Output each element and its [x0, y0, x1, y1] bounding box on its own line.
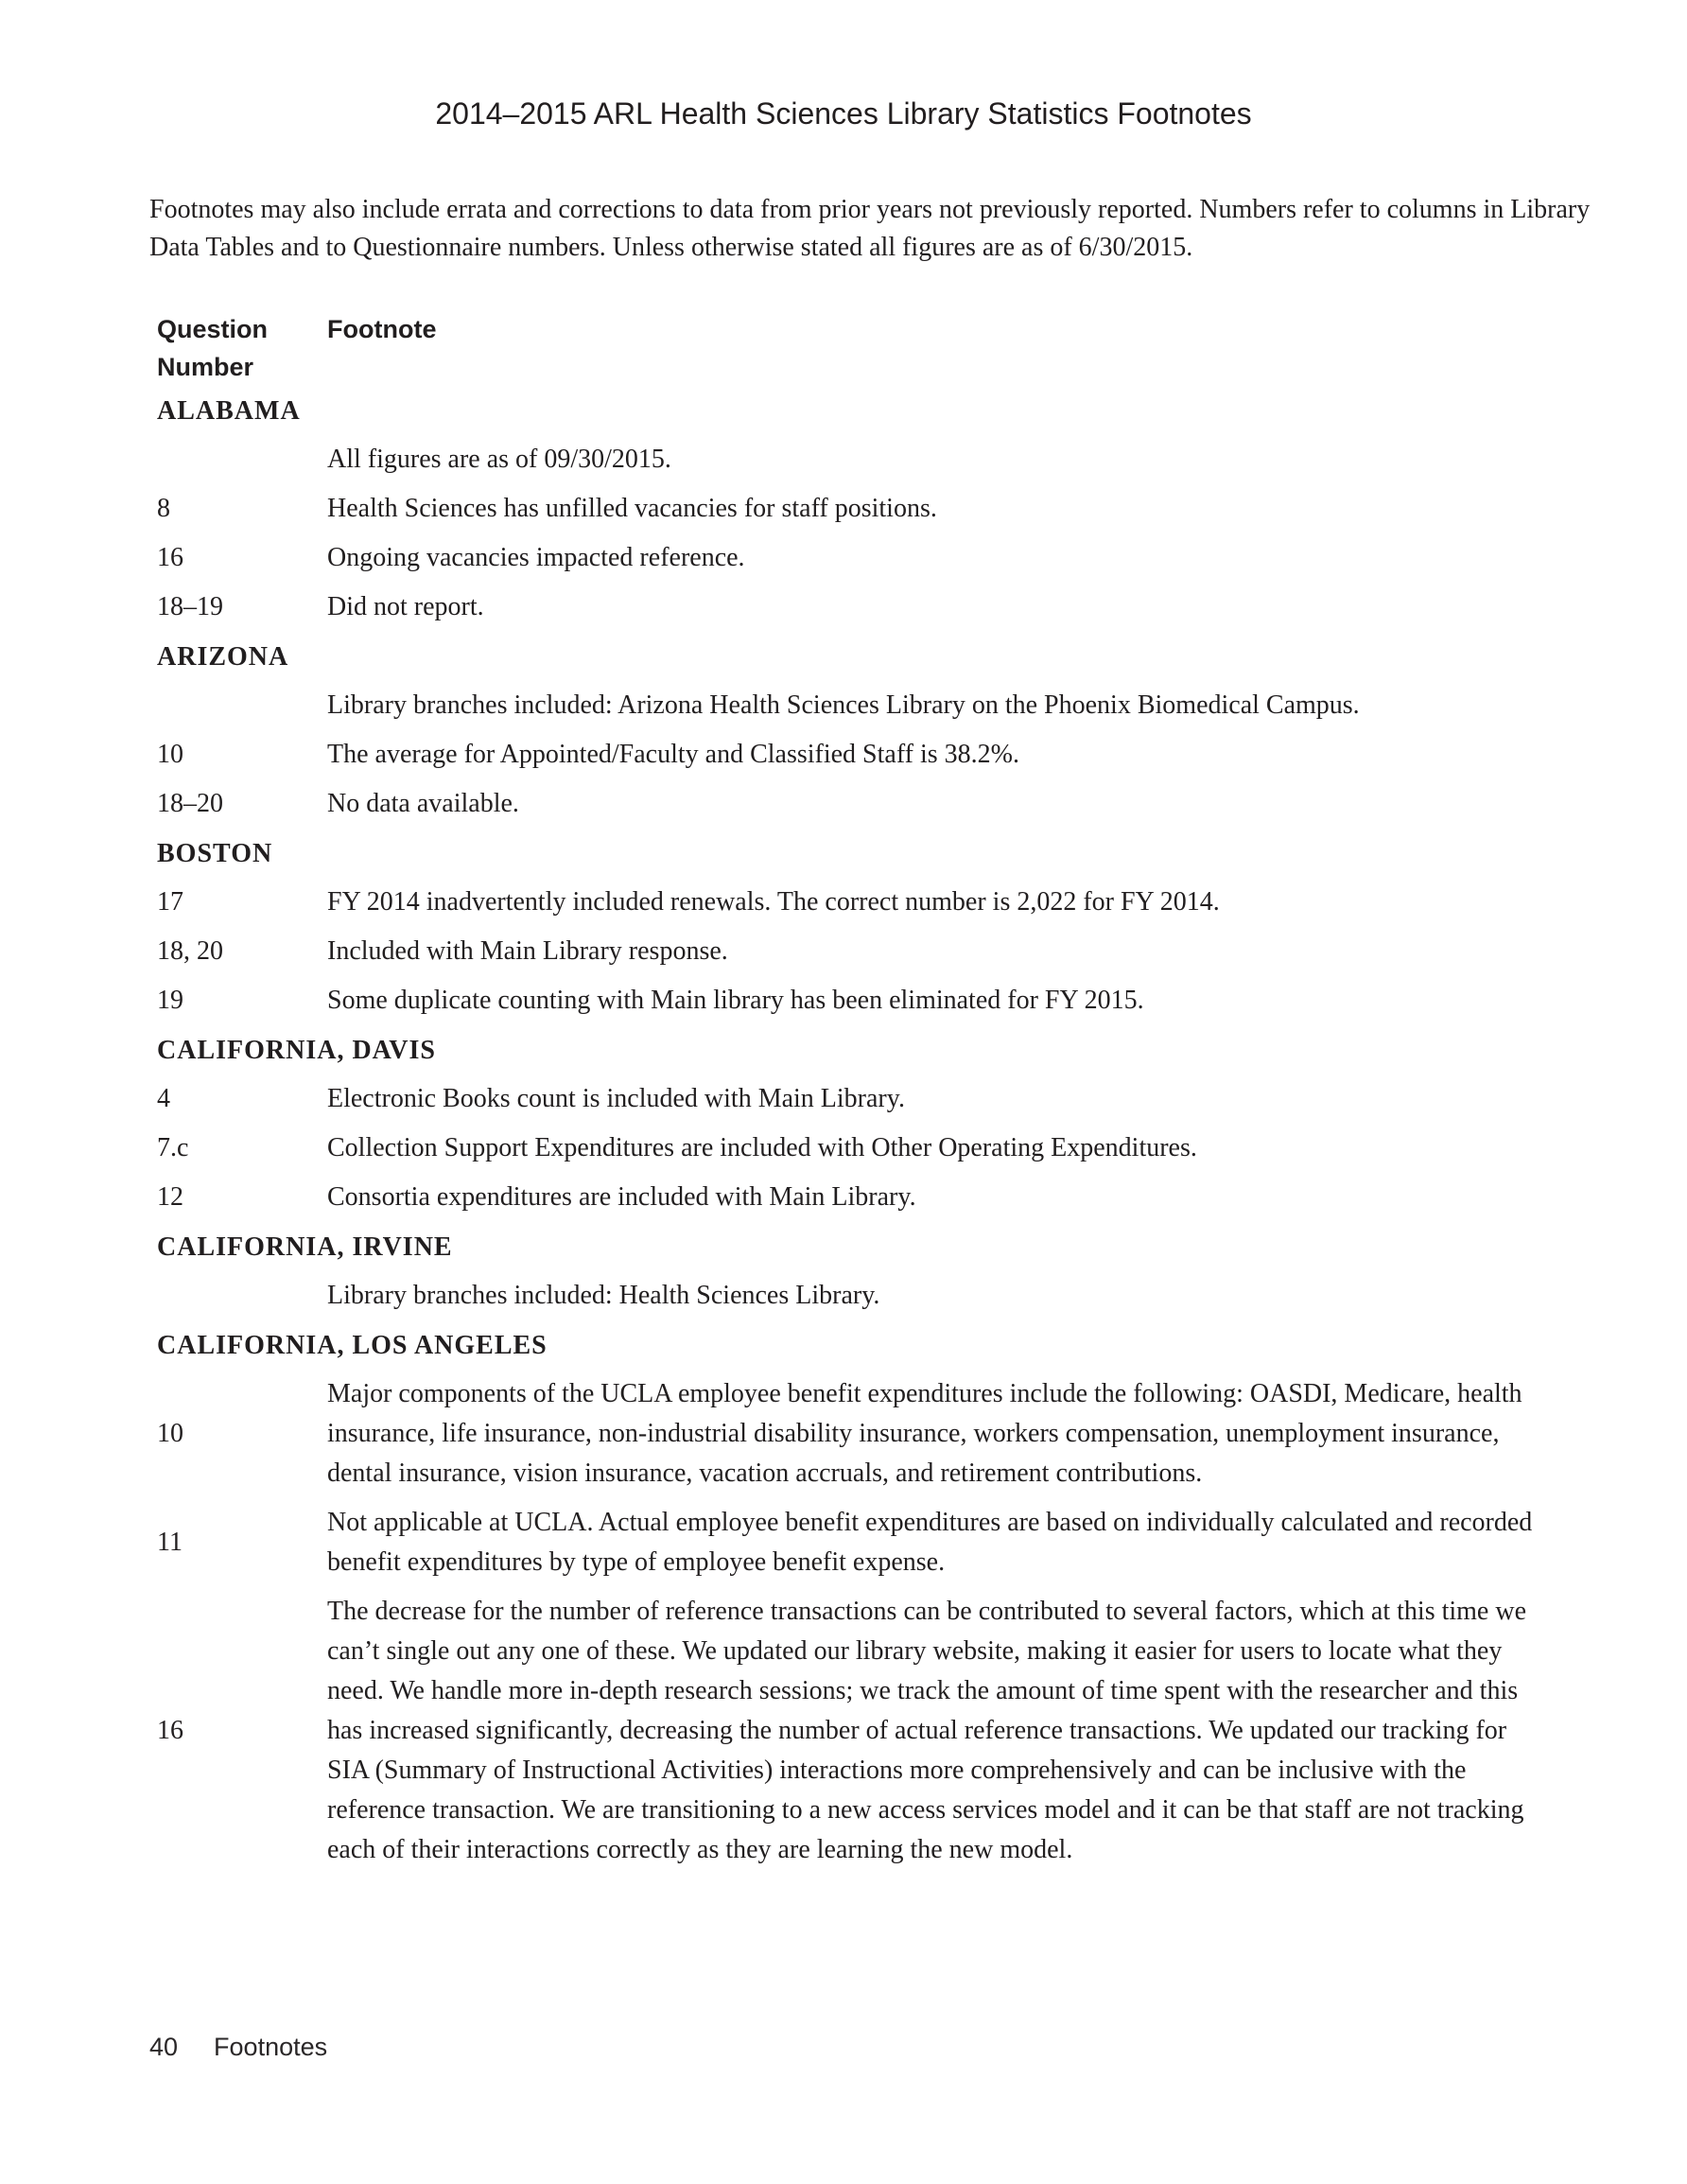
section-header: CALIFORNIA, IRVINE [157, 1232, 453, 1262]
footnote-text-cell: FY 2014 inadvertently included renewals. The correct number is 2,022 for FY 2014. [327, 887, 1220, 917]
footnote-row [157, 878, 1552, 927]
section-header: BOSTON [157, 839, 273, 868]
footnote-text-cell: Consortia expenditures are included with Main Library. [327, 1182, 916, 1212]
footnote-text-cell: Library branches included: Arizona Health Sciences Library on the Phoenix Biomedical Campus. [327, 690, 1360, 720]
question-number-cell: 19 [157, 986, 183, 1015]
footnote-text-cell: Collection Support Expenditures are included with Other Operating Expenditures. [327, 1133, 1197, 1162]
footnote-row [157, 1173, 1552, 1222]
footnote-text-cell: All figures are as of 09/30/2015. [327, 445, 671, 474]
footer-label: Footnotes [214, 2033, 328, 2061]
page-title: 2014–2015 ARL Health Sciences Library Statistics Footnotes [435, 96, 1252, 131]
column-header-question-number [157, 310, 327, 386]
table-body [157, 386, 1552, 1875]
section-header: CALIFORNIA, DAVIS [157, 1036, 436, 1065]
section-header: ALABAMA [157, 396, 301, 426]
question-number-cell: 7.c [157, 1133, 189, 1162]
question-number-cell: 18–20 [157, 789, 223, 818]
question-number-cell: 17 [157, 887, 183, 917]
footnote-row [157, 927, 1552, 976]
column-header-question-line1: Question [157, 315, 269, 343]
footnote-row [157, 730, 1552, 779]
footnote-row [157, 1075, 1552, 1124]
footnote-row [157, 1498, 1552, 1587]
question-number-cell: 18, 20 [157, 936, 223, 966]
footnote-row [157, 435, 1552, 484]
footnote-row [157, 1587, 1552, 1875]
footnote-text-cell: Not applicable at UCLA. Actual employee benefit expenditures are based on individually calculated and recorded benefit expenditures by type of employee benefit expense. [327, 1508, 1533, 1577]
footnote-text-cell: Did not report. [327, 592, 484, 621]
question-number-cell: 18–19 [157, 592, 223, 621]
question-number-cell: 8 [157, 494, 170, 523]
footnote-row [157, 1124, 1552, 1173]
page-footer [149, 2032, 327, 2062]
footnote-text-cell: Some duplicate counting with Main library has been eliminated for FY 2015. [327, 986, 1144, 1015]
table-header-row [157, 310, 1552, 386]
footnote-row [157, 1370, 1552, 1498]
footnote-text-cell: Electronic Books count is included with Main Library. [327, 1084, 905, 1113]
footnote-row [157, 1271, 1552, 1320]
question-number-cell: 10 [157, 1419, 183, 1448]
footnote-text-cell: Library branches included: Health Sciences Library. [327, 1281, 880, 1310]
footnote-text-cell: Major components of the UCLA employee benefit expenditures include the following: OASDI, Medicare, health insurance, life insurance, non-industrial disability insurance, workers compensation, unemployment insurance, dental insurance, vision insurance, vacation accruals, and retirement contributions. [327, 1379, 1522, 1488]
page-number: 40 [149, 2033, 179, 2061]
column-header-question-line2: Number [157, 353, 254, 381]
question-number-cell: 11 [157, 1528, 183, 1557]
footnote-text-cell: Ongoing vacancies impacted reference. [327, 543, 745, 572]
table-section [157, 829, 1552, 1025]
question-number-cell: 12 [157, 1182, 183, 1212]
footnote-row [157, 779, 1552, 829]
section-header: ARIZONA [157, 642, 289, 672]
table-section [157, 1222, 1552, 1320]
question-number-cell: 4 [157, 1084, 170, 1113]
question-number-cell: 16 [157, 543, 183, 572]
footnote-row [157, 583, 1552, 632]
question-number-cell: 16 [157, 1716, 183, 1745]
footnote-text-cell: No data available. [327, 789, 519, 818]
footnote-row [157, 533, 1552, 583]
table-section [157, 632, 1552, 829]
section-header: CALIFORNIA, LOS ANGELES [157, 1331, 548, 1360]
footnote-text-cell: The decrease for the number of reference transactions can be contributed to several factors, which at this time we can’t single out any one of these. We updated our library website, making it easier for users to locate what they need. We handle more in-depth research sessions; we track the amount of time spent with the researcher and this has increased significantly, decreasing the number of actual reference transactions. We updated our tracking for SIA (Summary of Instructional Activities) interactions more comprehensively and can be inclusive with the reference transaction. We are transitioning to a new access services model and it can be that staff are not tracking each of their interactions correctly as they are learning the new model. [327, 1597, 1526, 1864]
intro-paragraph: Footnotes may also include errata and corrections to data from prior years not previously reported. Numbers refer to columns in Library Data Tables and to Questionnaire numbers. Unless otherwise stated all figures are as of 6/30/2015. [149, 195, 1591, 262]
footnote-text-cell: Health Sciences has unfilled vacancies for staff positions. [327, 494, 937, 523]
table-section [157, 1025, 1552, 1222]
question-number-cell: 10 [157, 740, 183, 769]
footnote-row [157, 681, 1552, 730]
column-header-footnote: Footnote [327, 315, 437, 343]
footnote-text-cell: The average for Appointed/Faculty and Classified Staff is 38.2%. [327, 740, 1019, 769]
footnote-row [157, 976, 1552, 1025]
table-section [157, 386, 1552, 632]
footnotes-table [157, 310, 1552, 1875]
footnote-text-cell: Included with Main Library response. [327, 936, 728, 966]
footnote-row [157, 484, 1552, 533]
table-section [157, 1320, 1552, 1875]
